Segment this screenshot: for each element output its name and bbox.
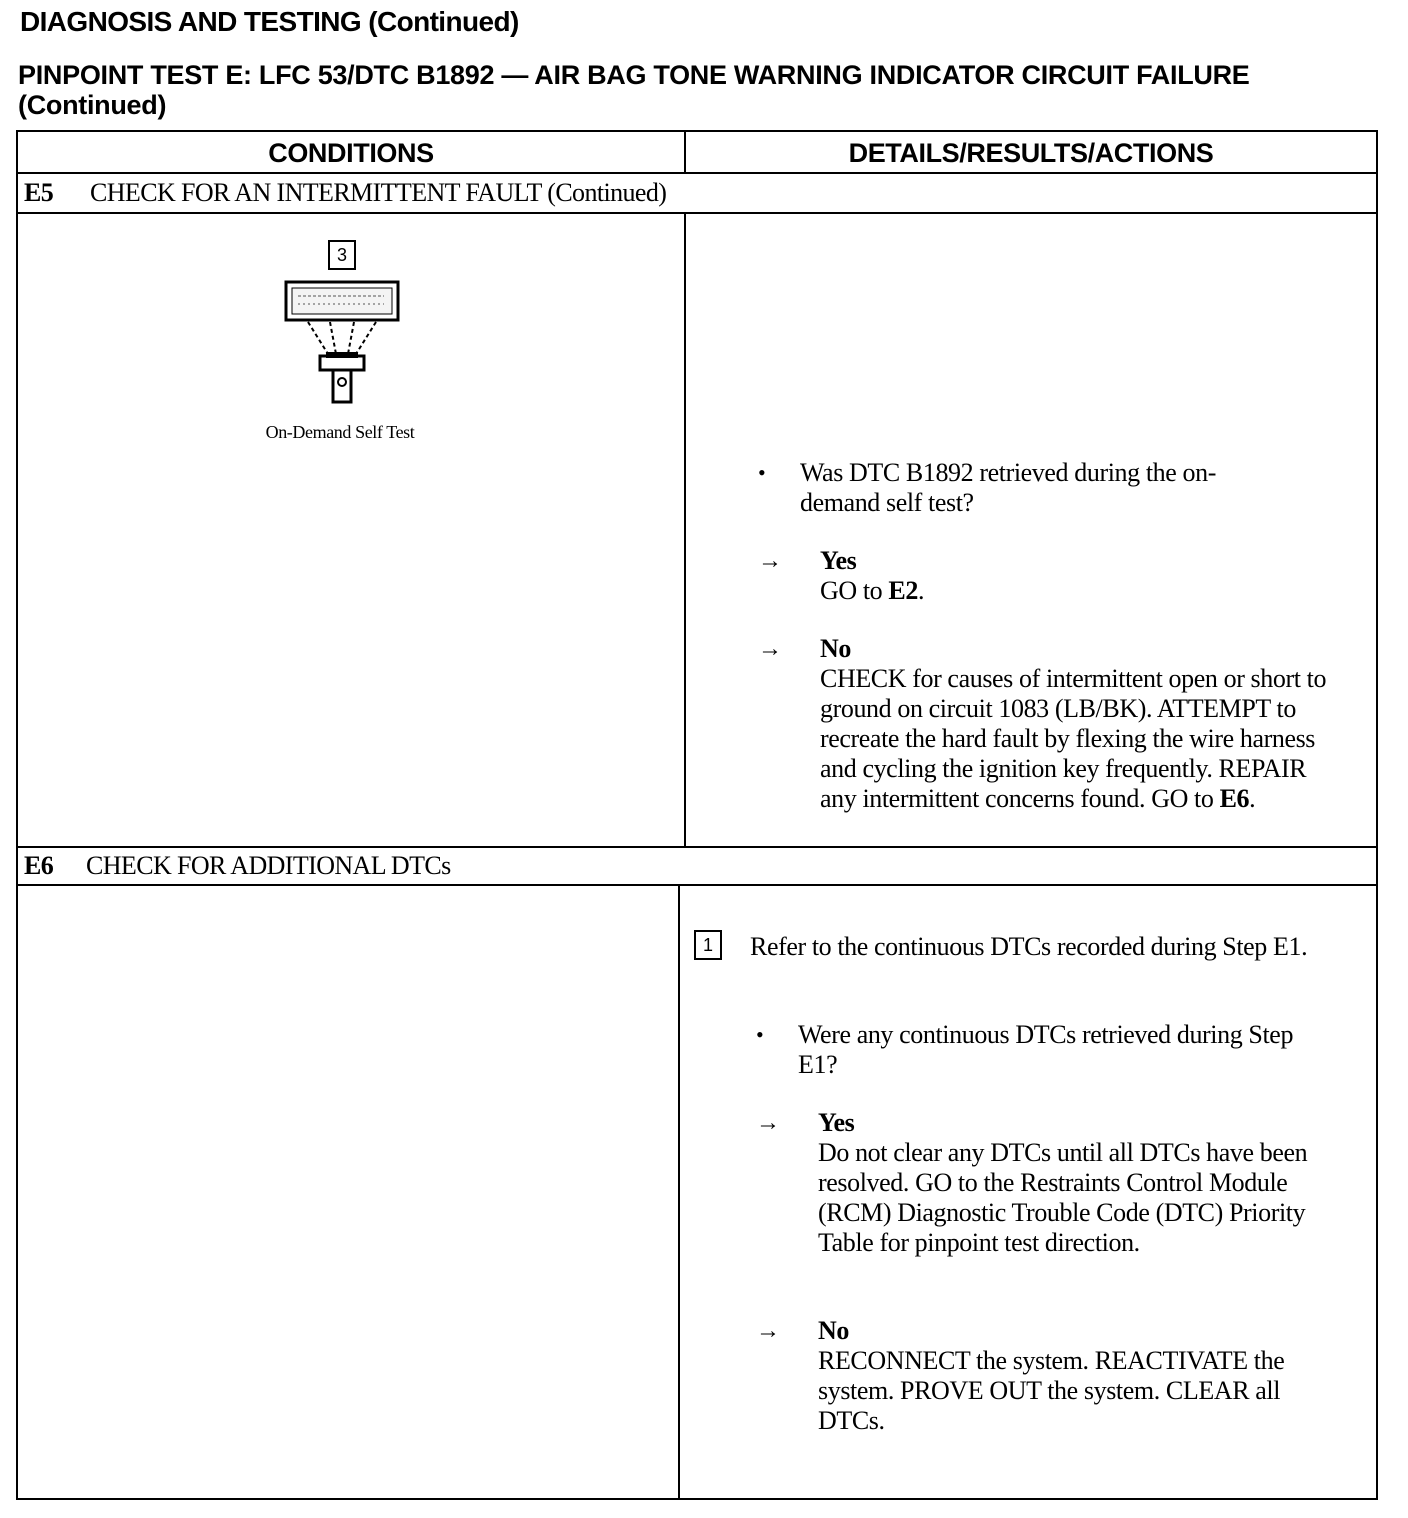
e6-step-number: 1 (694, 930, 722, 960)
right-arrow-icon: → (758, 548, 782, 574)
column-divider-e5 (684, 212, 686, 848)
pinpoint-test-title: PINPOINT TEST E: LFC 53/DTC B1892 — AIR BAG TONE WARNING INDICATOR CIRCUIT FAILURE (Continued) (18, 60, 1250, 120)
right-arrow-icon: → (758, 636, 782, 662)
right-arrow-icon: → (756, 1110, 780, 1136)
e6-yes-label: Yes (818, 1108, 855, 1137)
step-e5-title: CHECK FOR AN INTERMITTENT FAULT (Continued) (90, 178, 667, 207)
e5-question-text: Was DTC B1892 retrieved during the on-demand self test? (800, 458, 1216, 517)
e5-heading-rule (16, 212, 1378, 214)
right-arrow-icon: → (756, 1318, 780, 1344)
header-rule (16, 172, 1378, 174)
e5-no-label: No (820, 634, 851, 663)
e5-yes-label: Yes (820, 546, 857, 575)
step-e5-number: E5 (24, 178, 54, 207)
e6-no-action: RECONNECT the system. REACTIVATE the system. PROVE OUT the system. CLEAR all DTCs. (818, 1346, 1285, 1435)
details-column-header: DETAILS/RESULTS/ACTIONS (848, 138, 1214, 168)
e6-step-text: Refer to the continuous DTCs recorded during Step E1. (750, 932, 1308, 961)
e6-question-text: Were any continuous DTCs retrieved during Step E1? (798, 1020, 1294, 1079)
column-divider-e6 (678, 884, 680, 1500)
bullet-icon: • (756, 1022, 764, 1047)
step-e6-title: CHECK FOR ADDITIONAL DTCs (86, 851, 451, 880)
step-e5-heading (24, 175, 666, 211)
figure-step-number: 3 (328, 240, 356, 270)
conditions-column-header: CONDITIONS (268, 138, 434, 168)
step-e6-number: E6 (24, 851, 54, 880)
step-e6-heading (24, 848, 451, 884)
diagnostic-table (16, 130, 1378, 1500)
e6-heading-rule (16, 884, 1378, 886)
figure-caption: On-Demand Self Test (265, 422, 415, 442)
e6-yes-action: Do not clear any DTCs until all DTCs have been resolved. GO to the Restraints Control Module (RCM) Diagnostic Trouble Code (DTC) Priority Table for pinpoint test direction. (818, 1138, 1308, 1257)
e5-no-action: CHECK for causes of intermittent open or short to ground on circuit 1083 (LB/BK). ATTEMPT to recreate the hard fault by flexing the wire harness and cycling the ignition key frequently. REPAIR any intermittent concerns found. GO to E6. (820, 664, 1327, 813)
e5-yes-action: GO to E2. (820, 576, 925, 605)
bullet-icon: • (758, 460, 766, 485)
scan-tool-icon (280, 278, 404, 408)
e6-no-label: No (818, 1316, 849, 1345)
page-title: DIAGNOSIS AND TESTING (Continued) (20, 6, 519, 37)
